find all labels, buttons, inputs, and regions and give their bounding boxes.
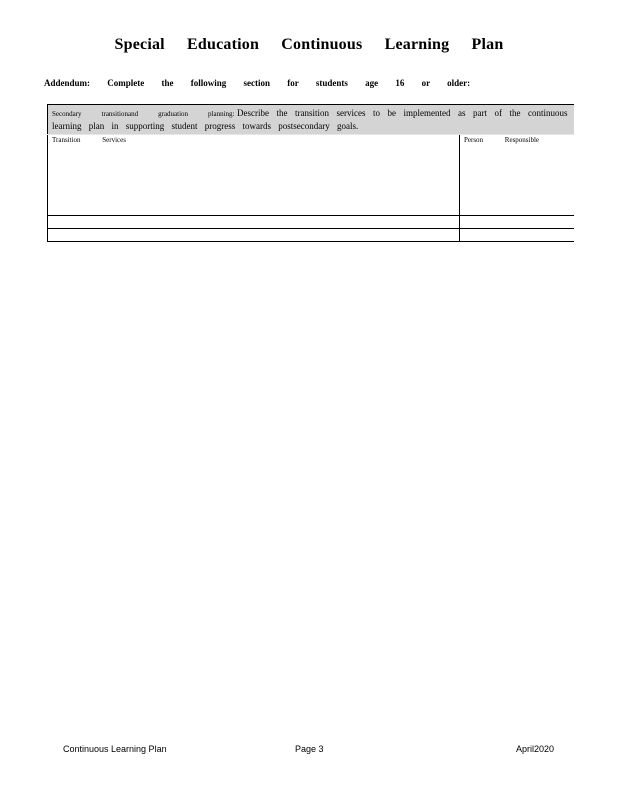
transition-services-entry[interactable] (48, 229, 460, 242)
col-header-transition-services: Transition Services (52, 136, 126, 144)
section-header-row (48, 105, 574, 135)
table-row (48, 216, 574, 229)
footer-document-name: Continuous Learning Plan (63, 744, 167, 754)
person-responsible-entry[interactable] (460, 216, 574, 229)
transition-services-cell[interactable] (48, 135, 460, 216)
footer-page-number: Page 3 (295, 744, 324, 754)
section-lead: Secondary transitionand graduation planning: (52, 110, 235, 118)
transition-services-table (47, 104, 574, 242)
col-header-person-responsible: Person Responsible (464, 136, 540, 144)
addendum-instruction: Addendum: Complete the following section for students age 16 or older: (44, 78, 471, 88)
person-responsible-entry[interactable] (460, 229, 574, 242)
person-responsible-cell[interactable] (460, 135, 574, 216)
document-title: Special Education Continuous Learning Plan (114, 36, 504, 53)
table-row (48, 229, 574, 242)
transition-services-entry[interactable] (48, 216, 460, 229)
column-header-row (48, 135, 574, 216)
section-description: Describe the transition services to be implemented as part of the continuous learning plan in supporting student progress towards postsecondary goals. (52, 108, 568, 131)
section-header-cell (48, 105, 574, 135)
footer-date: April2020 (516, 744, 555, 754)
